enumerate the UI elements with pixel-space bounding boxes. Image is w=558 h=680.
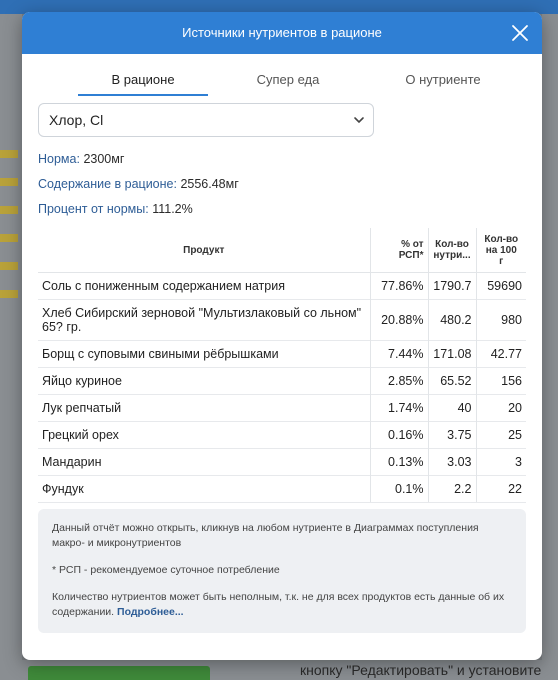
table-row xyxy=(38,449,526,476)
background-right-panel xyxy=(542,14,558,680)
qty-per-100g: 980 xyxy=(476,300,526,341)
product-name: Хлеб Сибирский зерновой "Мультизлаковый со льном" 65? гр. xyxy=(38,300,370,341)
close-icon xyxy=(510,23,530,43)
nutrient-qty: 40 xyxy=(428,395,476,422)
pct-rsp: 20.88% xyxy=(370,300,428,341)
pct-rsp: 77.86% xyxy=(370,273,428,300)
qty-per-100g: 59690 xyxy=(476,273,526,300)
background-bar xyxy=(0,234,18,242)
header-per100-line2: на 100 xyxy=(485,244,517,256)
tab-about-nutrient[interactable]: О нутриенте xyxy=(405,72,481,87)
nutrient-qty: 1790.7 xyxy=(428,273,476,300)
header-per-100g[interactable] xyxy=(476,228,526,273)
note-open-report: Данный отчёт можно открыть, кликнув на любом нутриенте в Диаграммах поступления макро- и микронутриентов xyxy=(52,522,479,549)
table-header-row xyxy=(38,228,526,273)
product-name: Фундук xyxy=(38,476,370,503)
nutrient-qty: 3.03 xyxy=(428,449,476,476)
nutrient-select-value: Хлор, Cl xyxy=(49,112,104,128)
product-name: Соль с пониженным содержанием натрия xyxy=(38,273,370,300)
table-row xyxy=(38,300,526,341)
background-bar xyxy=(0,150,18,158)
background-bar xyxy=(0,262,18,270)
close-button[interactable] xyxy=(510,23,530,43)
qty-per-100g: 156 xyxy=(476,368,526,395)
nutrient-sources-modal xyxy=(22,12,542,660)
note-rsp-definition: * РСП - рекомендуемое суточное потребление xyxy=(52,564,280,576)
table-row xyxy=(38,395,526,422)
nutrient-qty: 65.52 xyxy=(428,368,476,395)
nutrient-qty: 480.2 xyxy=(428,300,476,341)
table-row xyxy=(38,341,526,368)
norm-stat xyxy=(38,152,124,166)
percent-label: Процент от нормы: xyxy=(38,202,149,216)
pct-rsp: 0.1% xyxy=(370,476,428,503)
header-nutrient-qty[interactable] xyxy=(428,228,476,273)
pct-rsp: 2.85% xyxy=(370,368,428,395)
pct-rsp: 1.74% xyxy=(370,395,428,422)
nutrient-qty: 2.2 xyxy=(428,476,476,503)
nutrient-select[interactable] xyxy=(38,103,374,137)
table-row xyxy=(38,273,526,300)
product-name: Борщ с суповыми свиными рёбрышками xyxy=(38,341,370,368)
header-qty-line2: нутри... xyxy=(433,250,471,261)
table-row xyxy=(38,422,526,449)
tab-super-food[interactable]: Супер еда xyxy=(256,72,320,87)
qty-per-100g: 3 xyxy=(476,449,526,476)
background-left-panel xyxy=(0,14,22,680)
qty-per-100g: 20 xyxy=(476,395,526,422)
nutrient-sources-table xyxy=(38,228,526,503)
content-stat xyxy=(38,177,239,191)
header-pct-rsp[interactable] xyxy=(370,228,428,273)
table-row xyxy=(38,476,526,503)
info-notes xyxy=(38,509,526,633)
header-product[interactable]: Продукт xyxy=(38,228,370,273)
product-name: Грецкий орех xyxy=(38,422,370,449)
content-value: 2556.48мг xyxy=(180,177,239,191)
background-bar xyxy=(0,290,18,298)
norm-value: 2300мг xyxy=(83,152,125,166)
qty-per-100g: 42.77 xyxy=(476,341,526,368)
nutrient-qty: 3.75 xyxy=(428,422,476,449)
header-per100-line1: Кол-во xyxy=(484,233,519,245)
modal-title: Источники нутриентов в рационе xyxy=(182,25,382,40)
tab-in-diet[interactable]: В рационе xyxy=(78,70,208,96)
nutrient-qty: 171.08 xyxy=(428,341,476,368)
percent-value: 111.2% xyxy=(152,202,193,216)
content-label: Содержание в рационе: xyxy=(38,177,177,191)
header-per100-line3: г xyxy=(499,255,504,267)
percent-stat xyxy=(38,202,193,216)
pct-rsp: 7.44% xyxy=(370,341,428,368)
product-name: Яйцо куриное xyxy=(38,368,370,395)
background-footer-text: кнопку "Редактировать" и установите xyxy=(300,662,542,678)
product-name: Лук репчатый xyxy=(38,395,370,422)
product-name: Мандарин xyxy=(38,449,370,476)
note-incomplete-text: Количество нутриентов может быть неполным, т.к. не для всех продуктов есть данные об их содержании. xyxy=(52,591,505,618)
more-link[interactable]: Подробнее... xyxy=(117,606,184,618)
header-pct-line2: РСП* xyxy=(398,250,424,261)
pct-rsp: 0.13% xyxy=(370,449,428,476)
pct-rsp: 0.16% xyxy=(370,422,428,449)
qty-per-100g: 25 xyxy=(476,422,526,449)
chevron-down-icon xyxy=(353,114,365,126)
background-green-button xyxy=(28,666,210,680)
note-incomplete-data xyxy=(52,590,512,620)
header-pct-line1: % от xyxy=(401,239,424,250)
modal-header xyxy=(22,12,542,54)
norm-label: Норма: xyxy=(38,152,80,166)
table-row xyxy=(38,368,526,395)
background-bar xyxy=(0,178,18,186)
tabs xyxy=(38,70,526,96)
background-bar xyxy=(0,206,18,214)
qty-per-100g: 22 xyxy=(476,476,526,503)
header-qty-line1: Кол-во xyxy=(435,239,469,250)
